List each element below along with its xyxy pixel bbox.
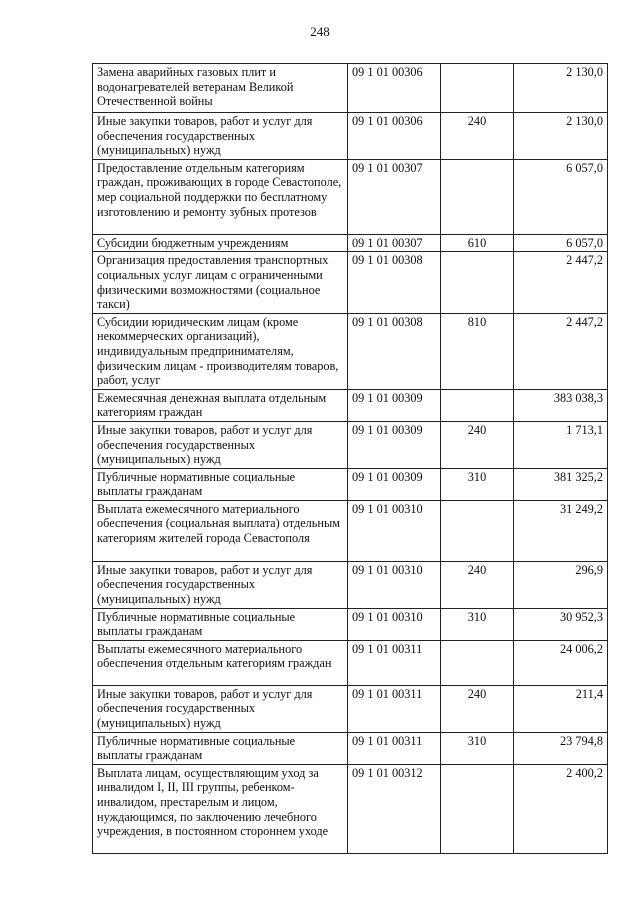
row-name-cell: Иные закупки товаров, работ и услуг для обеспечения государственных (муниципальных) нужд: [93, 685, 348, 732]
target-code-cell: 09 1 01 00307: [348, 159, 441, 234]
expense-type-cell: 240: [441, 561, 514, 608]
expense-type-cell: 310: [441, 608, 514, 640]
table-row: [93, 252, 608, 313]
target-code-cell: 09 1 01 00311: [348, 685, 441, 732]
expense-type-cell: 610: [441, 234, 514, 252]
sum-cell: 24 006,2: [514, 640, 608, 685]
target-code-cell: 09 1 01 00310: [348, 561, 441, 608]
budget-table-body: [93, 64, 608, 854]
sum-cell: 31 249,2: [514, 500, 608, 561]
expense-type-cell: [441, 640, 514, 685]
expense-type-cell: 240: [441, 421, 514, 468]
expense-type-cell: [441, 64, 514, 113]
sum-cell: 383 038,3: [514, 389, 608, 421]
row-name-cell: Предоставление отдельным категориям граждан, проживающих в городе Севастополе, мер социальной поддержки по бесплатному изготовлению и ремонту зубных протезов: [93, 159, 348, 234]
row-name-cell: Субсидии юридическим лицам (кроме некоммерческих организаций), индивидуальным предпринимателям, физическим лицам - производителям товаров, работ, услуг: [93, 313, 348, 389]
expense-type-cell: [441, 159, 514, 234]
target-code-cell: 09 1 01 00310: [348, 608, 441, 640]
row-name-cell: Иные закупки товаров, работ и услуг для обеспечения государственных (муниципальных) нужд: [93, 561, 348, 608]
row-name-cell: Выплата лицам, осуществляющим уход за инвалидом I, II, III группы, ребенком-инвалидом, престарелым и лицом, нуждающимся, по заключению лечебного учреждения, в постоянном стороннем уходе: [93, 764, 348, 853]
sum-cell: 6 057,0: [514, 159, 608, 234]
page-number: 248: [310, 24, 330, 39]
sum-cell: 1 713,1: [514, 421, 608, 468]
sum-cell: 30 952,3: [514, 608, 608, 640]
table-row: [93, 640, 608, 685]
expense-type-cell: [441, 764, 514, 853]
row-name-cell: Публичные нормативные социальные выплаты гражданам: [93, 608, 348, 640]
sum-cell: 2 447,2: [514, 313, 608, 389]
target-code-cell: 09 1 01 00311: [348, 732, 441, 764]
expense-type-cell: 310: [441, 732, 514, 764]
table-row: [93, 561, 608, 608]
table-row: [93, 159, 608, 234]
row-name-cell: Организация предоставления транспортных социальных услуг лицам с ограниченными физическими возможностями (социальное такси): [93, 252, 348, 313]
target-code-cell: 09 1 01 00312: [348, 764, 441, 853]
table-row: [93, 732, 608, 764]
target-code-cell: 09 1 01 00310: [348, 500, 441, 561]
budget-table: [92, 63, 608, 854]
expense-type-cell: 240: [441, 113, 514, 160]
sum-cell: 23 794,8: [514, 732, 608, 764]
row-name-cell: Замена аварийных газовых плит и водонагревателей ветеранам Великой Отечественной войны: [93, 64, 348, 113]
table-row: [93, 113, 608, 160]
sum-cell: 211,4: [514, 685, 608, 732]
table-row: [93, 608, 608, 640]
table-row: [93, 421, 608, 468]
target-code-cell: 09 1 01 00308: [348, 313, 441, 389]
row-name-cell: Субсидии бюджетным учреждениям: [93, 234, 348, 252]
sum-cell: 2 447,2: [514, 252, 608, 313]
target-code-cell: 09 1 01 00306: [348, 64, 441, 113]
table-row: [93, 389, 608, 421]
row-name-cell: Публичные нормативные социальные выплаты гражданам: [93, 468, 348, 500]
target-code-cell: 09 1 01 00309: [348, 468, 441, 500]
target-code-cell: 09 1 01 00307: [348, 234, 441, 252]
table-row: [93, 234, 608, 252]
expense-type-cell: [441, 500, 514, 561]
target-code-cell: 09 1 01 00311: [348, 640, 441, 685]
sum-cell: 6 057,0: [514, 234, 608, 252]
table-row: [93, 313, 608, 389]
row-name-cell: Публичные нормативные социальные выплаты гражданам: [93, 732, 348, 764]
target-code-cell: 09 1 01 00309: [348, 421, 441, 468]
sum-cell: 381 325,2: [514, 468, 608, 500]
expense-type-cell: 240: [441, 685, 514, 732]
expense-type-cell: [441, 252, 514, 313]
expense-type-cell: 310: [441, 468, 514, 500]
row-name-cell: Иные закупки товаров, работ и услуг для обеспечения государственных (муниципальных) нужд: [93, 113, 348, 160]
sum-cell: 2 400,2: [514, 764, 608, 853]
target-code-cell: 09 1 01 00306: [348, 113, 441, 160]
row-name-cell: Выплаты ежемесячного материального обеспечения отдельным категориям граждан: [93, 640, 348, 685]
target-code-cell: 09 1 01 00309: [348, 389, 441, 421]
expense-type-cell: 810: [441, 313, 514, 389]
row-name-cell: Иные закупки товаров, работ и услуг для обеспечения государственных (муниципальных) нужд: [93, 421, 348, 468]
table-row: [93, 764, 608, 853]
row-name-cell: Выплата ежемесячного материального обеспечения (социальная выплата) отдельным категориям жителей города Севастополя: [93, 500, 348, 561]
table-row: [93, 500, 608, 561]
sum-cell: 2 130,0: [514, 64, 608, 113]
sum-cell: 296,9: [514, 561, 608, 608]
expense-type-cell: [441, 389, 514, 421]
table-row: [93, 64, 608, 113]
target-code-cell: 09 1 01 00308: [348, 252, 441, 313]
table-row: [93, 685, 608, 732]
table-row: [93, 468, 608, 500]
row-name-cell: Ежемесячная денежная выплата отдельным категориям граждан: [93, 389, 348, 421]
sum-cell: 2 130,0: [514, 113, 608, 160]
